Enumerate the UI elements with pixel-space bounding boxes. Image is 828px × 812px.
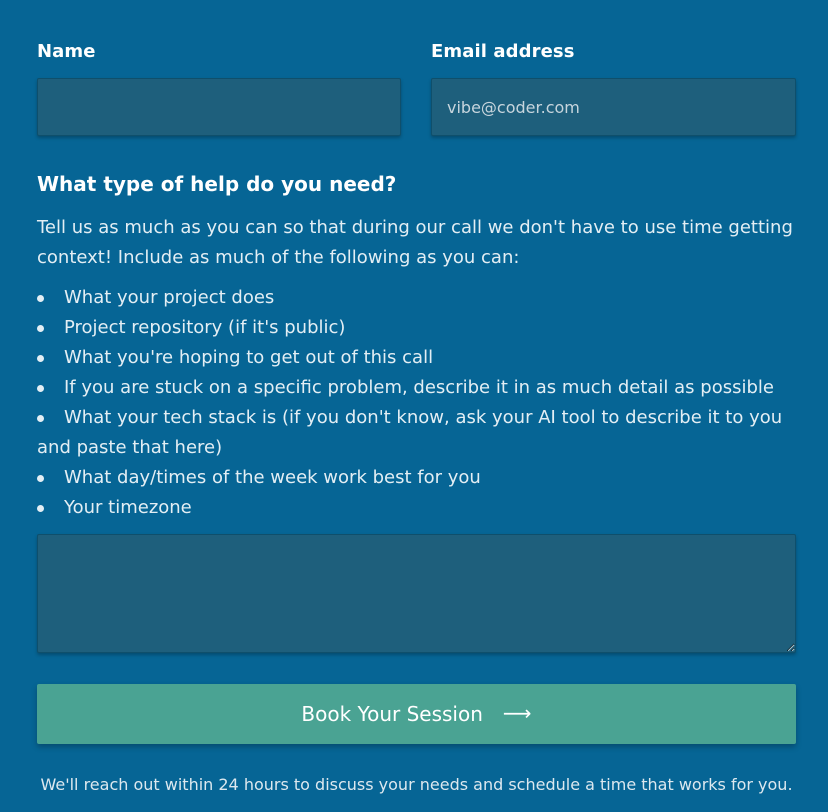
email-input[interactable] <box>431 78 796 136</box>
email-label: Email address <box>431 41 575 62</box>
help-description: Tell us as much as you can so that during our call we don't have to use time getting context! Include as much of the following as you can: <box>37 217 793 268</box>
list-item: What you're hoping to get out of this call <box>37 343 796 373</box>
list-item: Your timezone <box>37 493 796 523</box>
name-label: Name <box>37 41 96 62</box>
book-session-label: Book Your Session <box>301 702 483 726</box>
help-heading: What type of help do you need? <box>37 172 397 196</box>
help-details-textarea[interactable] <box>37 534 796 653</box>
list-item: What day/times of the week work best for you <box>37 463 796 493</box>
response-time-note: We'll reach out within 24 hours to discuss your needs and schedule a time that works for you. <box>40 775 793 794</box>
name-input[interactable] <box>37 78 401 136</box>
book-session-button[interactable] <box>37 684 796 744</box>
list-item: If you are stuck on a specific problem, describe it in as much detail as possible <box>37 373 796 403</box>
arrow-right-icon: ⟶ <box>502 701 532 725</box>
list-item: Project repository (if it's public) <box>37 313 796 343</box>
list-item: What your project does <box>37 283 796 313</box>
list-item: What your tech stack is (if you don't know, ask your AI tool to describe it to you and paste that here) <box>37 403 796 463</box>
help-checklist <box>37 283 796 523</box>
